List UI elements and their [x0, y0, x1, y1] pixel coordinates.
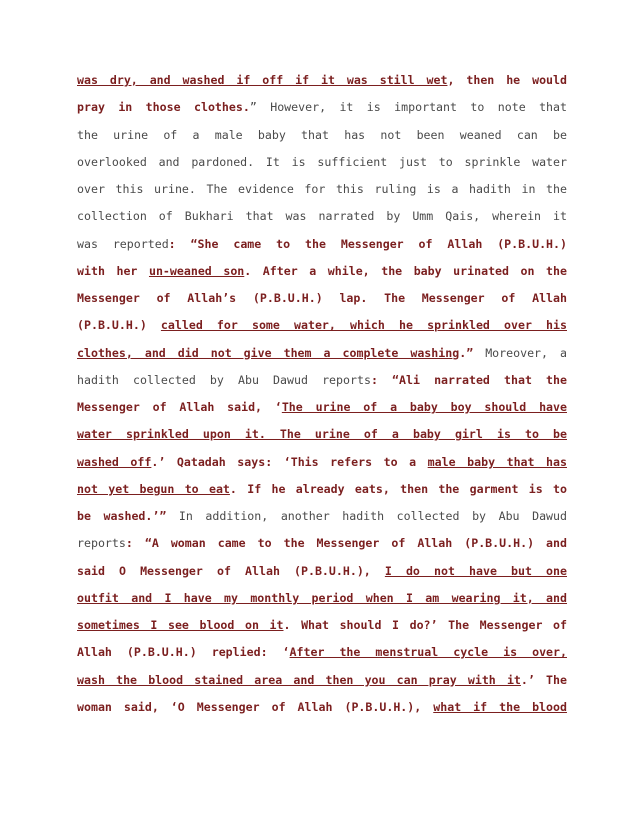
underlined-quote: water sprinkled upon it. The urine of a baby girl is to be [77, 427, 567, 442]
underlined-quote: not yet begun to eat [77, 481, 230, 496]
text-line [77, 176, 567, 203]
text-line [77, 203, 567, 230]
text-line [77, 667, 567, 694]
text-line [77, 367, 567, 394]
bold-quote: Messenger of Allah’s (P.B.U.H.) lap. The Messenger of Allah [77, 291, 567, 305]
bold-quote: . What should I do?’ The Messenger of [283, 618, 567, 632]
text-line [77, 122, 567, 149]
bold-quote: : “A woman came to the Messenger of Allah (P.B.U.H.) and [125, 536, 567, 551]
text-line [77, 394, 567, 421]
bold-quote: , then he would [447, 73, 567, 87]
underlined-quote: male baby that has [427, 454, 567, 469]
bold-quote: : “She came to the Messenger of Allah (P.B.U.H.) [168, 236, 567, 251]
body-paragraph [77, 67, 567, 721]
underlined-quote: washed off [77, 454, 152, 469]
plain-text: Moreover, a [473, 345, 567, 360]
text-line [77, 694, 567, 721]
text-line [77, 231, 567, 258]
underlined-quote: After the menstrual cycle is over, [289, 645, 567, 660]
bold-quote: woman said, ‘O Messenger of Allah (P.B.U.H.), [77, 699, 434, 714]
underlined-quote: sometimes I see blood on it [77, 618, 284, 632]
plain-text: reports [77, 536, 126, 551]
text-line [77, 340, 567, 367]
bold-quote: : “Ali narrated that the [370, 372, 567, 387]
text-line [77, 285, 567, 312]
bold-quote: . If he already eats, then the garment is to [229, 481, 567, 496]
plain-text: ” However, it is important to note that [249, 100, 567, 115]
text-line [77, 421, 567, 448]
text-line [77, 530, 567, 557]
text-line [77, 612, 567, 639]
bold-quote: .’ Qatadah says: ‘This refers to a [151, 454, 428, 469]
bold-quote: be washed.’” [77, 509, 167, 523]
underlined-quote: I do not have but one [384, 563, 567, 578]
bold-quote: pray in those clothes. [77, 100, 250, 115]
underlined-quote: outfit and I have my monthly period when I am wearing it, and [77, 590, 567, 605]
bold-quote: Messenger of Allah said, ‘ [77, 400, 282, 414]
text-line [77, 149, 567, 176]
text-line [77, 94, 567, 121]
plain-text: collection of Bukhari that was narrated by Umm Qais, wherein it [77, 209, 567, 224]
underlined-quote: what if the blood [433, 699, 567, 714]
underlined-quote: clothes, and did not give them a complete washing [77, 345, 460, 360]
plain-text: was reported [77, 236, 169, 251]
plain-text: the urine of a male baby that has not been weaned can be [77, 127, 567, 142]
bold-quote: . After a while, the baby urinated on the [244, 263, 567, 278]
text-line [77, 503, 567, 530]
plain-text: over this urine. The evidence for this ruling is a hadith in the [77, 182, 567, 196]
text-line [77, 476, 567, 503]
text-line [77, 67, 567, 94]
bold-quote: Allah (P.B.U.H.) replied: ‘ [77, 645, 290, 660]
underlined-quote: The urine of a baby boy should have [281, 400, 567, 414]
bold-quote: with her [77, 263, 149, 278]
text-line [77, 449, 567, 476]
plain-text: hadith collected by Abu Dawud reports [77, 372, 371, 387]
plain-text: overlooked and pardoned. It is sufficient just to sprinkle water [77, 154, 567, 169]
underlined-quote: un-weaned son [148, 263, 245, 278]
bold-quote: .’ The [520, 672, 567, 687]
bold-quote: said O Messenger of Allah (P.B.U.H.), [77, 563, 385, 578]
plain-text: In addition, another hadith collected by Abu Dawud [166, 509, 567, 523]
underlined-quote: wash the blood stained area and then you can pray with it [77, 672, 521, 687]
underlined-quote: was dry, and washed if off if it was still wet [77, 73, 448, 87]
text-line [77, 558, 567, 585]
bold-quote: .” [459, 345, 474, 360]
text-line [77, 258, 567, 285]
text-line [77, 585, 567, 612]
underlined-quote: called for some water, which he sprinkled over his [160, 318, 567, 333]
text-line [77, 639, 567, 666]
bold-quote: (P.B.U.H.) [77, 318, 161, 333]
text-line [77, 312, 567, 339]
